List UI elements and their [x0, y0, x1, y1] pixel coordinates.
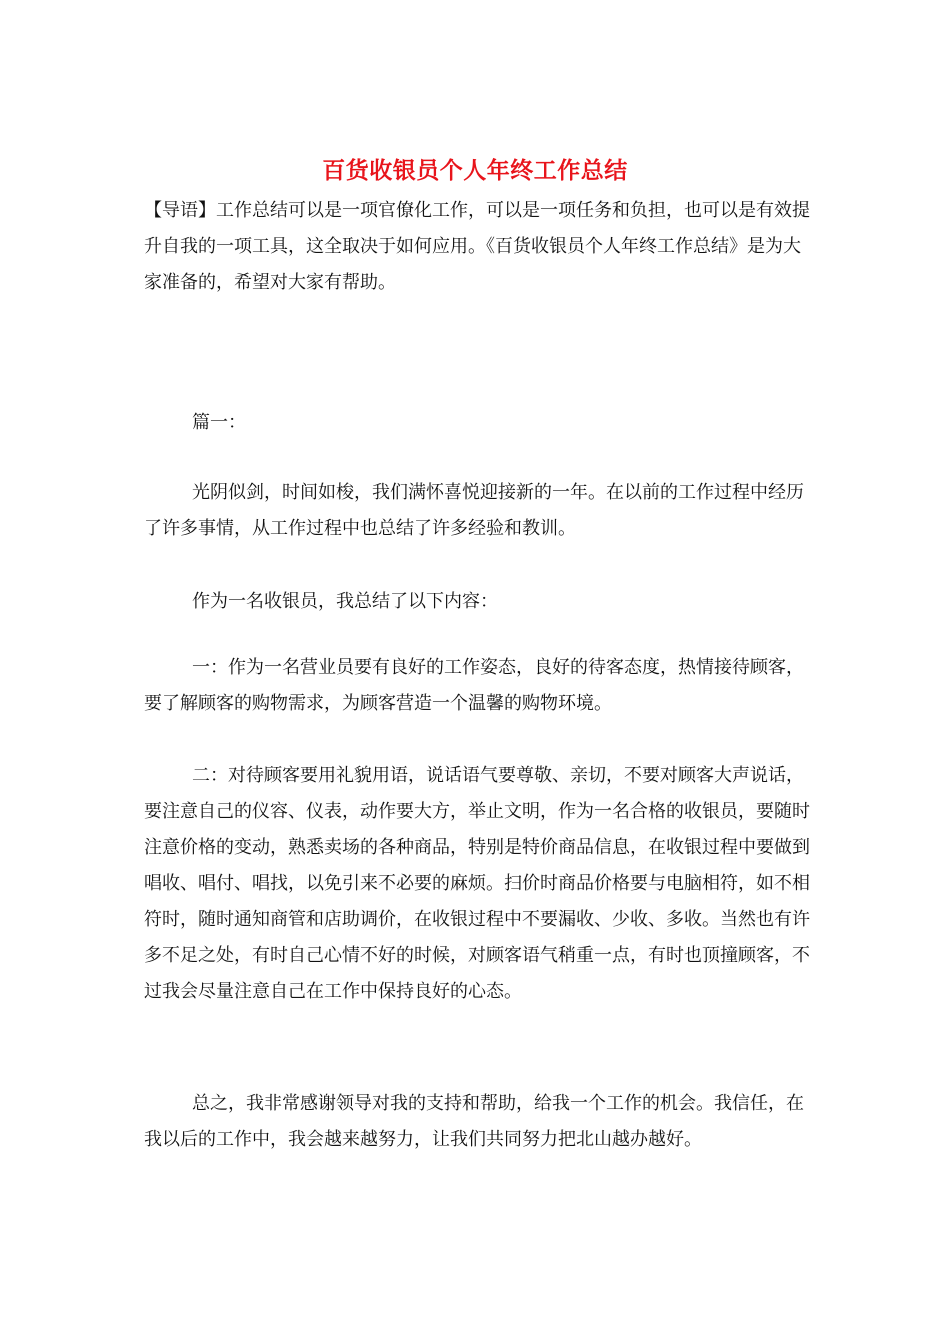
intro-paragraph: 【导语】工作总结可以是一项官僚化工作，可以是一项任务和负担，也可以是有效提升自我的一项工具，这全取决于如何应用。《百货收银员个人年终工作总结》是为大家准备的，希望对大家有帮助。 — [144, 200, 810, 293]
body-paragraph-2: 作为一名收银员，我总结了以下内容： — [192, 591, 498, 612]
body-paragraph-5: 总之，我非常感谢领导对我的支持和帮助，给我一个工作的机会。我信任，在我以后的工作中，我会越来越努力，让我们共同努力把北山越办越好。 — [144, 1093, 804, 1150]
body-paragraph-1: 光阴似剑，时间如梭，我们满怀喜悦迎接新的一年。在以前的工作过程中经历了许多事情，从工作过程中也总结了许多经验和教训。 — [144, 482, 804, 539]
body-paragraph-4: 二：对待顾客要用礼貌用语，说话语气要尊敬、亲切，不要对顾客大声说话，要注意自己的仪容、仪表，动作要大方，举止文明，作为一名合格的收银员，要随时注意价格的变动，熟悉卖场的各种商品，特别是特价商品信息，在收银过程中要做到唱收、唱付、唱找，以免引来不必要的麻烦。扫价时商品价格要与电脑相符，如不相符时，随时通知商管和店助调价，在收银过程中不要漏收、少收、多收。当然也有许多不足之处，有时自己心情不好的时候，对顾客语气稍重一点，有时也顶撞顾客，不过我会尽量注意自己在工作中保持良好的心态。 — [144, 765, 810, 1002]
section-heading: 篇一： — [192, 412, 246, 433]
document-title: 百货收银员个人年终工作总结 — [322, 157, 628, 184]
body-paragraph-3: 一：作为一名营业员要有良好的工作姿态，良好的待客态度，热情接待顾客，要了解顾客的购物需求，为顾客营造一个温馨的购物环境。 — [144, 657, 804, 714]
